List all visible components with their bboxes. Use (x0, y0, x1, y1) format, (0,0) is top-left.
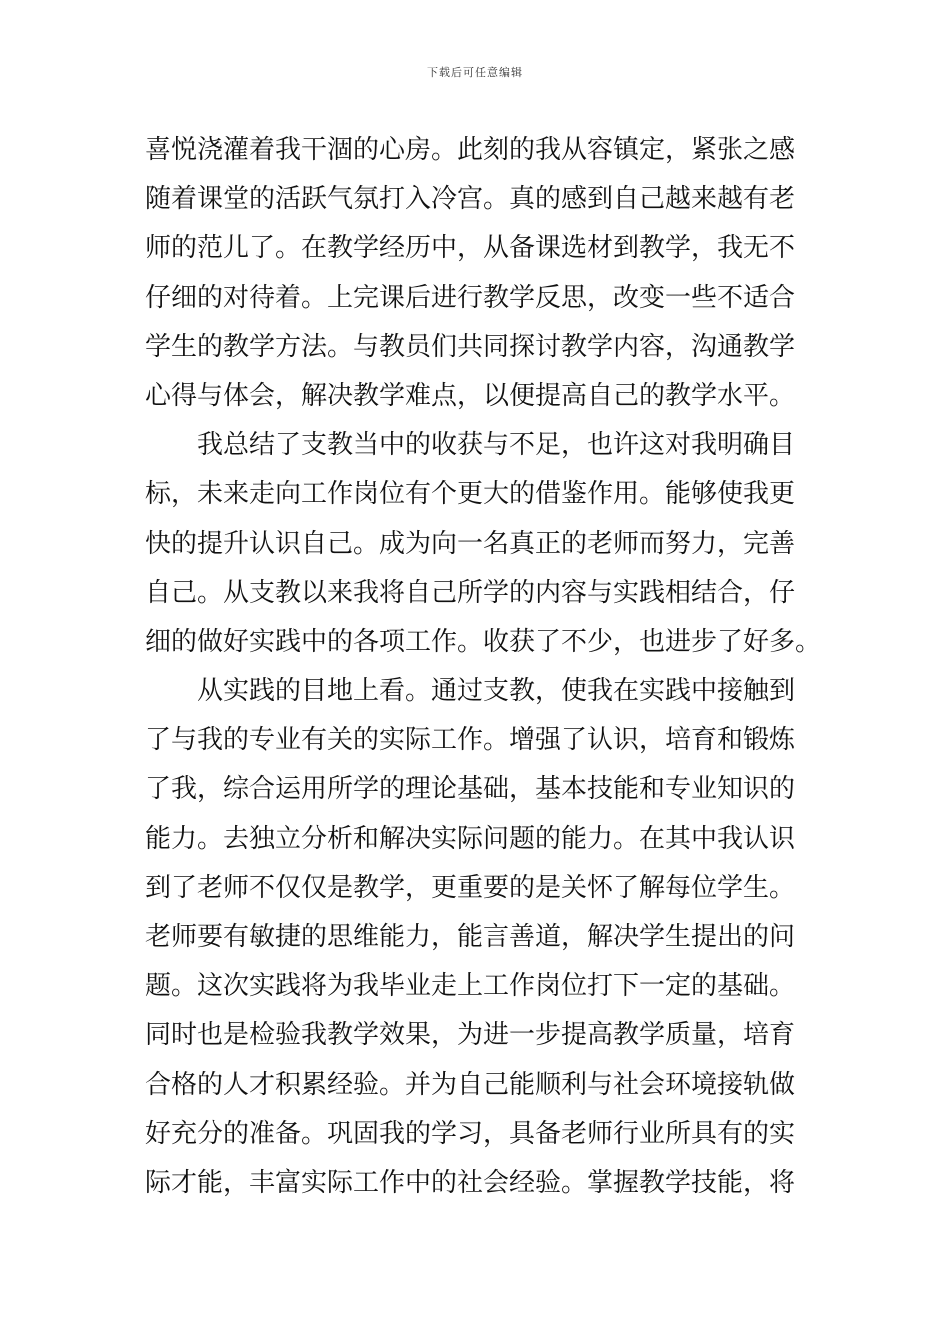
text-line: 了与我的专业有关的实际工作。增强了认识，培育和锻炼 (145, 725, 796, 756)
text-line: 心得与体会，解决教学难点，以便提高自己的教学水平。 (145, 380, 796, 411)
text-line: 合格的人才积累经验。并为自己能顺利与社会环境接轨做 (145, 1069, 796, 1100)
text-line: 标，未来走向工作岗位有个更大的借鉴作用。能够使我更 (145, 479, 796, 510)
text-line: 师的范儿了。在教学经历中，从备课选材到教学，我无不 (145, 233, 796, 264)
text-line: 快的提升认识自己。成为向一名真正的老师而努力，完善 (145, 528, 796, 559)
paragraph-start-line: 我总结了支教当中的收获与不足，也许这对我明确目 (197, 430, 796, 461)
text-line: 际才能，丰富实际工作中的社会经验。掌握教学技能，将 (145, 1167, 796, 1198)
text-line: 了我，综合运用所学的理论基础，基本技能和专业知识的 (145, 774, 796, 805)
text-line: 细的做好实践中的各项工作。收获了不少，也进步了好多。 (145, 626, 822, 657)
text-line: 喜悦浇灌着我干涸的心房。此刻的我从容镇定，紧张之感 (145, 135, 796, 165)
paragraph-start-line: 从实践的目地上看。通过支教，使我在实践中接触到 (197, 676, 796, 707)
text-line: 题。这次实践将为我毕业走上工作岗位打下一定的基础。 (145, 971, 796, 1002)
text-line: 仔细的对待着。上完课后进行教学反思，改变一些不适合 (145, 282, 796, 313)
text-line: 学生的教学方法。与教员们共同探讨教学内容，沟通教学 (145, 331, 796, 362)
text-line: 好充分的准备。巩固我的学习，具备老师行业所具有的实 (145, 1118, 796, 1149)
text-line: 能力。去独立分析和解决实际问题的能力。在其中我认识 (145, 823, 796, 854)
text-line: 随着课堂的活跃气氛打入冷宫。真的感到自己越来越有老 (145, 184, 796, 215)
text-line: 老师要有敏捷的思维能力，能言善道，解决学生提出的问 (145, 922, 796, 952)
text-line: 同时也是检验我教学效果，为进一步提高教学质量，培育 (145, 1020, 796, 1051)
document-body (145, 126, 822, 1208)
page-header: 下载后可任意编辑 (427, 66, 523, 79)
text-line: 到了老师不仅仅是教学，更重要的是关怀了解每位学生。 (145, 872, 796, 903)
text-line: 自己。从支教以来我将自己所学的内容与实践相结合，仔 (145, 577, 796, 608)
